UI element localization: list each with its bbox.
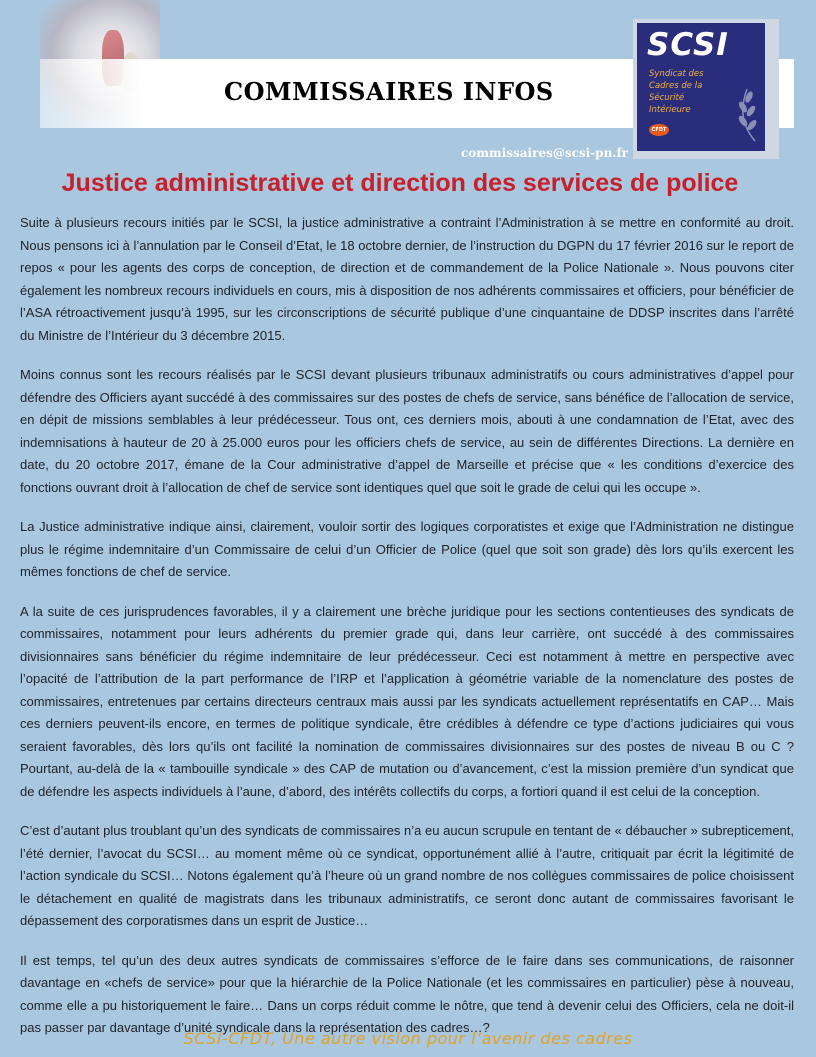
logo-mark: SCSI	[647, 27, 729, 63]
laurel-icon	[725, 83, 765, 143]
article-paragraph: Moins connus sont les recours réalisés par le SCSI devant plusieurs tribunaux administratifs ou cours administratives d’appel pour défendre des Officiers ayant succédé à des commissaires sur des postes de chefs de service, sans bénéfice de l’allocation de service, en dépit de missions semblables à leur prédécesseur. Tous ont, ces derniers mois, abouti à une condamnation de l’Etat, avec des indemnisations à hauteur de 20 à 25.000 euros pour les officiers chefs de service, au sein de différentes Directions. La dernière en date, du 20 octobre 2017, émane de la Cour administrative d’appel de Marseille et précise que « les conditions d’exercice des fonctions ouvrant droit à l’allocation de chef de service sont identiques quel que soit le grade de celui qui les occupe ».	[20, 367, 794, 495]
logo-subtitle-line: Intérieure	[649, 105, 691, 115]
logo-background	[637, 23, 765, 151]
article-paragraph: Il est temps, tel qu’un des deux autres syndicats de commissaires s’efforce de le faire dans ses communications, de raisonner davantage en «chefs de service» pour que la hiérarchie de la Police Nationale (et les commissaires en particulier) pèse à nouveau, comme elle a pu historiquement le faire… Dans un corps réduit comme le nôtre, que tend à devenir celui des Officiers, cela ne doit-il pas passer par davantage d’unité syndicale dans la représentation des cadres…?	[20, 952, 794, 1035]
footer-slogan: SCSI-CFDT, Une autre vision pour l’avenir des cadres	[183, 1029, 633, 1048]
article-headline: Justice administrative et direction des services de police	[61, 169, 739, 197]
scsi-logo	[633, 19, 779, 159]
banner-title: COMMISSAIRES INFOS	[224, 77, 554, 106]
logo-subtitle-line: Syndicat des	[649, 69, 704, 79]
article-paragraph: C’est d’autant plus troublant qu’un des syndicats de commissaires n’a eu aucun scrupule en tentant de « débaucher » subrepticement, l’été dernier, l’avocat du SCSI… au moment même où ce syndicat, opportunément allié à l’autre, critiquait par écrit la légitimité de l’action syndicale du SCSI… Notons également qu’à l’heure où un grand nombre de nos collègues commissaires de police choisissent le détachement en qualité de magistrats dans les tribunaux administratifs, ce seront donc autant de commissaires favorisant le dépassement des corporatismes dans un esprit de Justice…	[20, 823, 794, 928]
article-body	[20, 212, 794, 1057]
article-paragraph: La Justice administrative indique ainsi, clairement, vouloir sortir des logiques corporatistes et exige que l’Administration ne distingue plus le régime indemnitaire d’un Commissaire de celui d’un Officier de Police (quel que soit son grade) dès lors qu’ils exercent les mêmes fonctions de chef de service.	[20, 519, 794, 579]
cfdt-badge: CFDT	[649, 124, 669, 136]
logo-subtitle	[649, 68, 729, 116]
article-paragraph: A la suite de ces jurisprudences favorables, il y a clairement une brèche juridique pour les sections contentieuses des syndicats de commissaires, notamment pour leurs adhérents du premier grade qui, dans leur carrière, ont succédé à des commissaires divisionnaires sans bénéficier du régime indemnitaire de leur prédécesseur. Ceci est notamment à mettre en perspective avec l’opacité de l’attribution de la part performance de l’IRP et l’application à géométrie variable de la nomenclature des postes de commissaires, entretenues par certains directeurs centraux mais aussi par les syndicats actuellement représentatifs en CAP… Mais ces derniers peuvent-ils encore, en termes de politique syndicale, être crédibles à défendre ce type d’actions judiciaires qui vous seraient favorables, dès lors qu’ils ont facilité la nomination de commissaires divisionnaires sur des postes de niveau B ou C ? Pourtant, au-delà de la « tambouille syndicale » des CAP de mutation ou d’avancement, c’est la mission première d’un syndicat que de défendre les aspects individuels à l’aune, d’abord, des intérêts collectifs du corps, a fortiori quand il est celui de la conception.	[20, 603, 794, 799]
logo-subtitle-line: Cadres de la	[649, 81, 703, 91]
article-paragraph: Suite à plusieurs recours initiés par le SCSI, la justice administrative a contraint l’Administration à se mettre en conformité au droit. Nous pensons ici à l’annulation par le Conseil d’Etat, le 18 octobre dernier, de l’instruction du DGPN du 17 février 2016 sur le report de repos « pour les agents des corps de conception, de direction et de commandement de la Police Nationale ». Nous pouvons citer également les nombreux recours individuels en cours, mis à disposition de nos adhérents commissaires et officiers, pour bénéficier de l’ASA rétroactivement jusqu’à 1995, sur les circonscriptions de sécurité publique d’une cinquantaine de DDSP inscrites dans l’arrêté du Ministre de l’Intérieur du 3 décembre 2015.	[20, 215, 794, 343]
contact-email[interactable]: commissaires@scsi-pn.fr	[461, 146, 628, 160]
logo-subtitle-line: Sécurité	[649, 93, 685, 103]
